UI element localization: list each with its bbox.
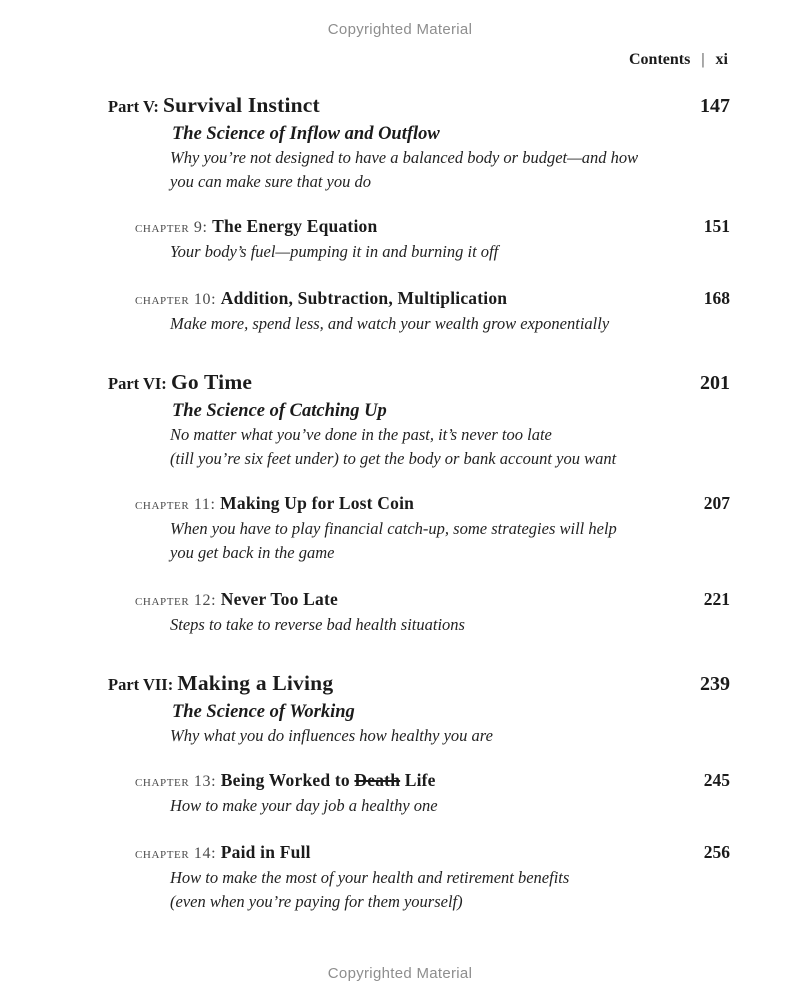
description-line: you can make sure that you do	[170, 172, 372, 191]
chapter-page-number: 151	[703, 216, 730, 236]
part-description	[0, 724, 730, 748]
part-heading-row	[0, 91, 730, 122]
title-text: Addition, Subtraction, Multiplication	[220, 288, 508, 308]
toc-chapter-entry	[0, 768, 730, 818]
chapter-heading	[135, 840, 311, 866]
part-heading-row	[0, 368, 730, 399]
toc-chapter-entry	[0, 840, 730, 914]
title-text: Never Too Late	[220, 589, 338, 609]
part-title: Survival Instinct	[163, 93, 320, 117]
part-page-number: 201	[700, 372, 730, 394]
part-title: Go Time	[170, 370, 253, 394]
chapter-heading	[135, 214, 377, 240]
chapter-label: chapter 14:	[135, 845, 221, 862]
chapter-label: chapter 11:	[135, 496, 221, 513]
title-text: The Energy Equation	[212, 216, 378, 236]
chapter-title	[221, 842, 311, 862]
description-line: Steps to take to reverse bad health situations	[170, 615, 465, 634]
copyright-watermark-bottom: Copyrighted Material	[327, 965, 473, 982]
part-subtitle: The Science of Catching Up	[172, 401, 387, 421]
part-description	[0, 423, 730, 471]
part-heading	[108, 669, 333, 700]
chapter-description	[0, 613, 730, 637]
chapter-title	[221, 589, 338, 609]
part-page-number: 239	[700, 673, 730, 695]
description-line: Why what you do influences how healthy you are	[170, 726, 493, 745]
chapter-title	[221, 288, 507, 308]
chapter-page-number: 245	[703, 770, 730, 790]
chapter-heading	[135, 491, 414, 517]
chapter-label: chapter 12:	[135, 592, 221, 609]
part-label: Part VII:	[108, 675, 178, 694]
chapter-heading	[135, 587, 338, 613]
toc-part-entry	[0, 91, 730, 336]
description-line: Why you’re not designed to have a balanced body or budget—and how	[170, 148, 639, 167]
struck-word: Death	[354, 770, 401, 790]
description-line: How to make your day job a healthy one	[170, 796, 438, 815]
toc-part-entry	[0, 368, 730, 637]
description-line: Make more, spend less, and watch your wealth grow exponentially	[170, 314, 610, 333]
running-head-separator: |	[701, 51, 705, 68]
part-chapters	[0, 768, 730, 914]
title-text: Life	[400, 770, 436, 790]
part-heading	[108, 91, 320, 122]
chapter-title	[212, 216, 377, 236]
chapter-heading	[135, 768, 436, 794]
toc-chapter-entry	[0, 587, 730, 637]
chapter-heading-row	[0, 768, 730, 794]
part-chapters	[0, 214, 730, 336]
running-head-title: Contents	[629, 51, 691, 68]
title-text: Making Up for Lost Coin	[220, 493, 415, 513]
part-label: Part VI:	[108, 374, 171, 393]
toc	[0, 91, 800, 914]
description-line: No matter what you’ve done in the past, it’s never too late	[170, 425, 552, 444]
part-heading-row	[0, 669, 730, 700]
chapter-description	[0, 866, 730, 914]
title-text: Being Worked to	[220, 770, 355, 790]
page-folio: xi	[715, 51, 728, 68]
chapter-heading	[135, 286, 507, 312]
toc-chapter-entry	[0, 214, 730, 264]
description-line: How to make the most of your health and retirement benefits	[170, 868, 570, 887]
description-line: you get back in the game	[170, 543, 335, 562]
description-line: When you have to play financial catch-up, some strategies will help	[170, 519, 617, 538]
chapter-label: chapter 10:	[135, 291, 221, 308]
chapter-heading-row	[0, 587, 730, 613]
part-label: Part V:	[108, 97, 163, 116]
part-subtitle: The Science of Inflow and Outflow	[172, 124, 440, 144]
chapter-description	[0, 240, 730, 264]
chapter-heading-row	[0, 491, 730, 517]
description-line: (till you’re six feet under) to get the body or bank account you want	[170, 449, 617, 468]
title-text: Paid in Full	[220, 842, 311, 862]
chapter-label: chapter 9:	[135, 219, 213, 236]
chapter-heading-row	[0, 286, 730, 312]
chapter-description	[0, 517, 730, 565]
chapter-title	[221, 770, 436, 790]
chapter-description	[0, 312, 730, 336]
chapter-page-number: 256	[703, 842, 730, 862]
chapter-heading-row	[0, 840, 730, 866]
part-heading	[108, 368, 252, 399]
chapter-page-number: 221	[703, 589, 730, 609]
running-head	[0, 51, 800, 69]
chapter-heading-row	[0, 214, 730, 240]
chapter-page-number: 168	[703, 288, 730, 308]
part-title: Making a Living	[177, 671, 334, 695]
part-page-number: 147	[700, 95, 730, 117]
chapter-description	[0, 794, 730, 818]
chapter-page-number: 207	[703, 493, 730, 513]
toc-chapter-entry	[0, 286, 730, 336]
description-line: (even when you’re paying for them yourself)	[170, 892, 463, 911]
description-line: Your body’s fuel—pumping it in and burning it off	[170, 242, 499, 261]
chapter-label: chapter 13:	[135, 773, 221, 790]
part-description	[0, 146, 730, 194]
part-subtitle: The Science of Working	[172, 702, 355, 722]
part-chapters	[0, 491, 730, 637]
toc-chapter-entry	[0, 491, 730, 565]
toc-part-entry	[0, 669, 730, 914]
chapter-title	[220, 493, 414, 513]
copyright-watermark-top: Copyrighted Material	[327, 21, 473, 38]
